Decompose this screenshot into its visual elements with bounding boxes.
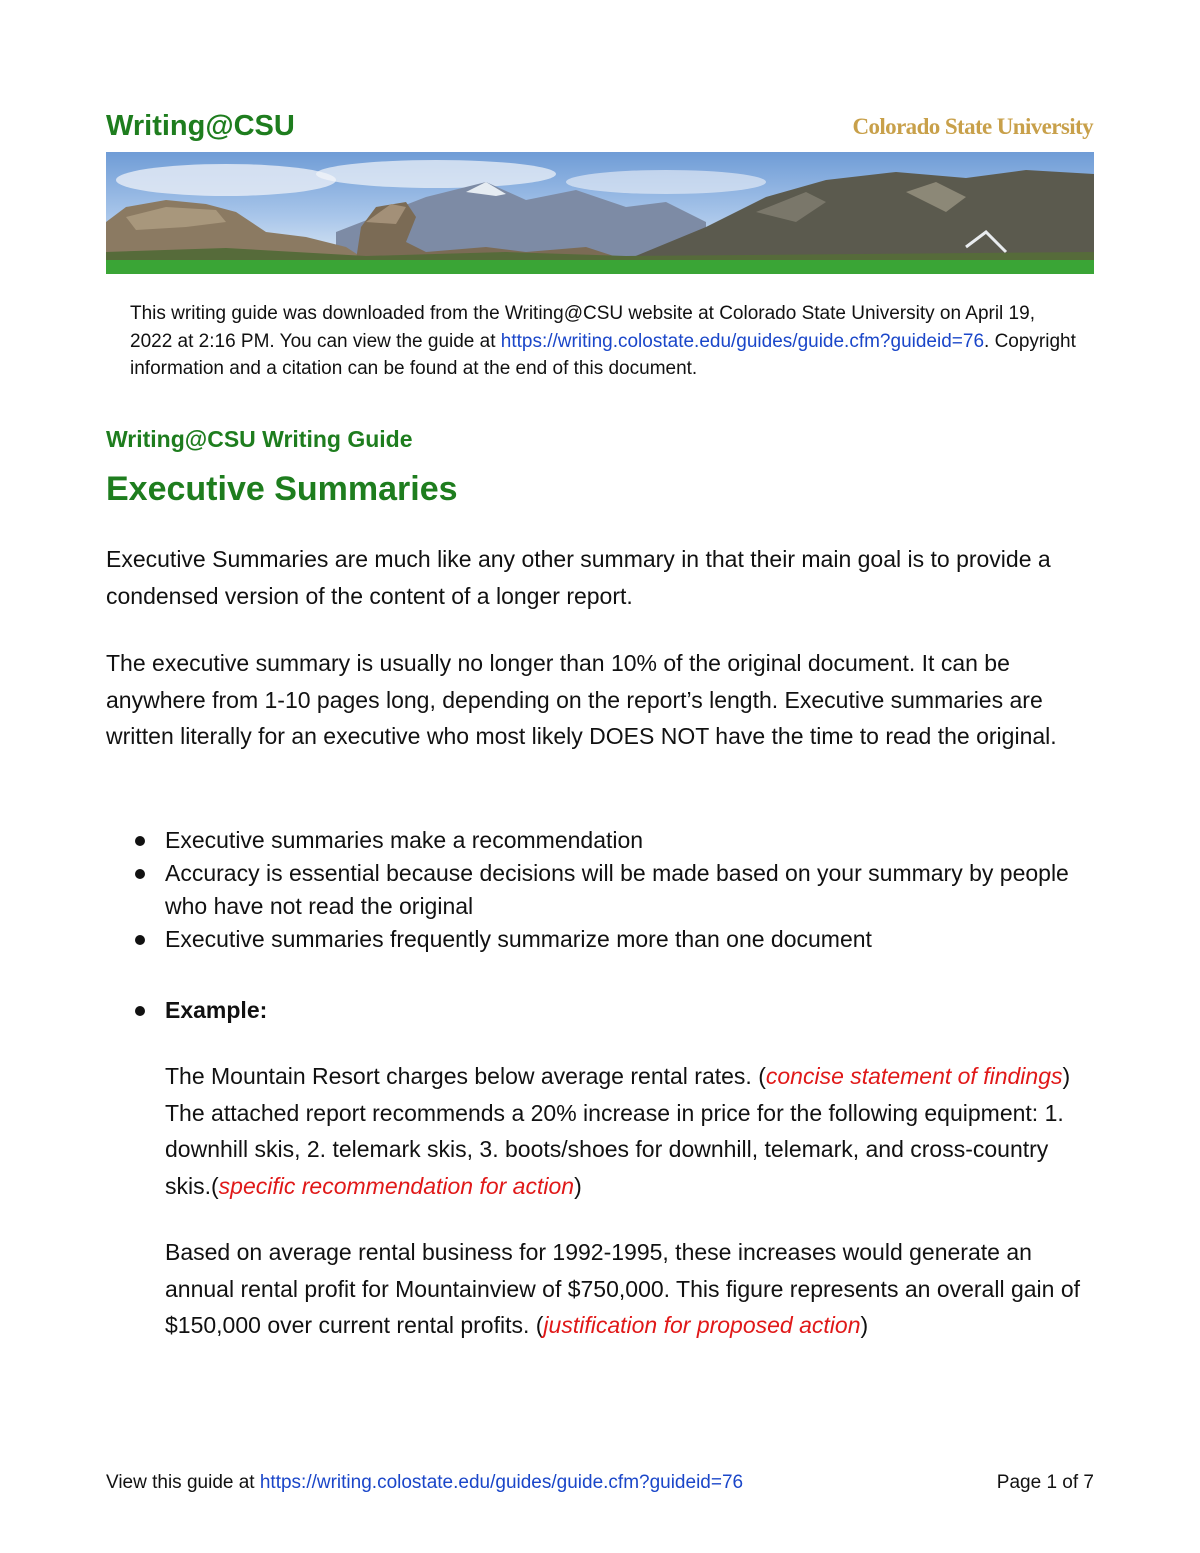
example-text: ): [860, 1312, 869, 1338]
list-item-text: Accuracy is essential because decisions will be made based on your summary by people who have not read the original: [165, 860, 1069, 919]
page-number: Page 1 of 7: [996, 1472, 1094, 1493]
bullet-icon: [135, 935, 145, 945]
example-heading: [106, 994, 1096, 1027]
footer-link[interactable]: https://writing.colostate.edu/guides/guide.cfm?guideid=76: [259, 1472, 744, 1493]
guide-link[interactable]: https://writing.colostate.edu/guides/guide.cfm?guideid=76: [500, 330, 985, 352]
page-title: Executive Summaries: [106, 470, 458, 508]
footer-guide-link: [106, 1472, 743, 1494]
university-logo[interactable]: Colorado State University: [852, 114, 1093, 139]
list-item-text: Executive summaries make a recommendation: [165, 827, 644, 853]
example-text: ): [574, 1172, 582, 1199]
example-text: ) The attached report recommends a 20% increase in price for the following equipment: 1. downhill skis, 2. telemark skis, 3. boots/shoes for downhill, telemark, and cross-country skis.(: [165, 1063, 1071, 1199]
bullet-icon: [135, 869, 145, 879]
annotation-note: justification for proposed action: [543, 1312, 861, 1338]
bullet-icon: [135, 1006, 145, 1016]
download-notice: [130, 300, 1080, 383]
example-label: Example:: [165, 997, 268, 1023]
guide-label: Writing@CSU Writing Guide: [106, 426, 413, 452]
site-brand[interactable]: Writing@CSU: [106, 110, 295, 142]
list-item-text: Executive summaries frequently summarize more than one document: [165, 926, 872, 952]
download-notice-text: This writing guide was downloaded from the Writing@CSU website at Colorado State University on April 19, 2022 at 2:16 PM. You can view the guide at: [130, 303, 1035, 352]
example-paragraph-justification: [165, 1234, 1090, 1344]
example-paragraph-findings: [165, 1058, 1090, 1204]
mountain-banner-image: [106, 152, 1094, 274]
list-item: [106, 857, 1096, 923]
annotation-note: specific recommendation for action: [218, 1172, 575, 1199]
example-text: The Mountain Resort charges below average rental rates. (: [165, 1063, 766, 1089]
download-notice-copyright: . Copyright information and a citation can be found at the end of this document.: [130, 330, 1076, 379]
example-text: Based on average rental business for 1992-1995, these increases would generate an annual rental profit for Mountainview of $750,000. This figure represents an overall gain of $150,000 over current rental profits. (: [165, 1239, 1081, 1338]
list-item: [106, 824, 1096, 857]
bullet-icon: [135, 836, 145, 846]
key-points-list: [106, 824, 1096, 956]
intro-paragraph: Executive Summaries are much like any other summary in that their main goal is to provide a condensed version of the content of a longer report.: [106, 546, 1051, 609]
annotation-note: concise statement of findings: [765, 1063, 1063, 1089]
footer-prefix: View this guide at: [106, 1472, 260, 1493]
length-paragraph: The executive summary is usually no longer than 10% of the original document. It can be anywhere from 1-10 pages long, depending on the report’s length. Executive summaries are written literally for an executive who most likely DOES NOT have the time to read the original.: [106, 650, 1057, 749]
list-item: [106, 923, 1096, 956]
